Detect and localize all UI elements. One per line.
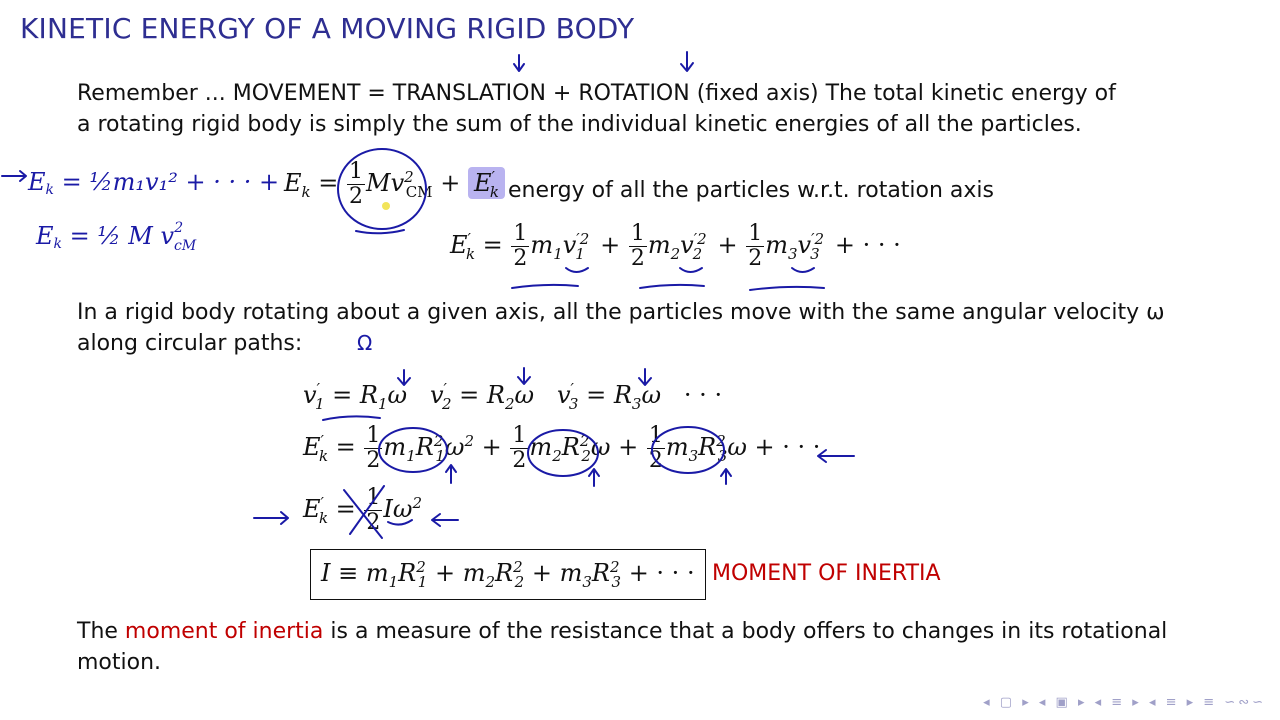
omega-note: Ω xyxy=(357,331,373,355)
velocity-relations: $v'_1 = R_1\omega$ $v'_2 = R_2\omega$ $v'_3 = R_3\omega$ · · · xyxy=(303,380,723,413)
slide-navigation[interactable]: ◂ ▢ ▸ ◂ ▣ ▸ ◂ ≡ ▸ ◂ ≡ ▸ ≡ ∽∾∽ xyxy=(983,695,1266,710)
definition-prefix: The xyxy=(77,619,125,644)
margin-note-2: Ek = ½ M $v_{cM}2$ xyxy=(36,220,197,254)
energy-description: energy of all the particles w.r.t. rotation axis xyxy=(508,178,995,203)
arrow-rotation xyxy=(681,52,693,71)
moment-of-inertia-term: moment of inertia xyxy=(124,619,324,644)
rotational-energy-highlight: $E'_k$ xyxy=(468,167,505,199)
circle-translational-term xyxy=(338,149,426,229)
pointer-dot xyxy=(382,202,390,210)
intro-line-2: a rotating rigid body is simply the sum of the individual kinetic energies of all the particles. xyxy=(77,112,1082,137)
total-energy-equation: $E_k$ = $\frac{1}{2}$ $Mv^2_{CM} + E'_k$ xyxy=(284,160,505,209)
rotational-energy-sum: $E'_k$ = $\frac{1}{2}$ $m_1v^{'2}_1$ + $\frac{1}{2}$ $m_2v^{'2}_2$ + $\frac{1}{2}$ $m_3v^{'2}_3$ + · · · xyxy=(450,221,901,271)
slide-title: KINETIC ENERGY OF A MOVING RIGID BODY xyxy=(20,12,635,45)
arrow-inertia-form xyxy=(254,512,288,524)
moment-of-inertia-label: MOMENT OF INERTIA xyxy=(712,561,941,586)
intro-line-1: Remember ... MOVEMENT = TRANSLATION + ROTATION (fixed axis) The total kinetic energy of xyxy=(77,81,1116,106)
cross-out-half xyxy=(344,486,384,538)
arrow-translation xyxy=(514,55,524,71)
margin-note-1: Ek = ½m₁v₁² + · · · + xyxy=(28,168,280,198)
rigid-line-2: along circular paths: xyxy=(77,331,303,356)
rotational-energy-radius-form: $E'_k$ = $\frac{1}{2}$ $m_1R^2_1\omega^2$ + $\frac{1}{2}$ $m_2R^2_2\omega$ + $\frac{1}{2}$ $m_3R^2_3\omega$ + · · · xyxy=(303,423,821,473)
rigid-line-1: In a rigid body rotating about a given axis, all the particles move with the same angular velocity ω xyxy=(77,300,1165,325)
rotational-energy-inertia-form: $E'_k$ = $\frac{1}{2}$ $I\omega^2$ xyxy=(303,485,423,535)
margin-arrow xyxy=(2,171,26,181)
definition-rest: is a measure of the resistance that a body offers to changes in its rotational xyxy=(323,619,1168,644)
moment-of-inertia-definition: $I \equiv m_1R^2_1 + m_2R^2_2 + m_3R^2_3$ + · · · xyxy=(310,549,706,600)
definition-line-2: motion. xyxy=(77,650,162,675)
arrow-left-radius-form xyxy=(818,450,854,462)
